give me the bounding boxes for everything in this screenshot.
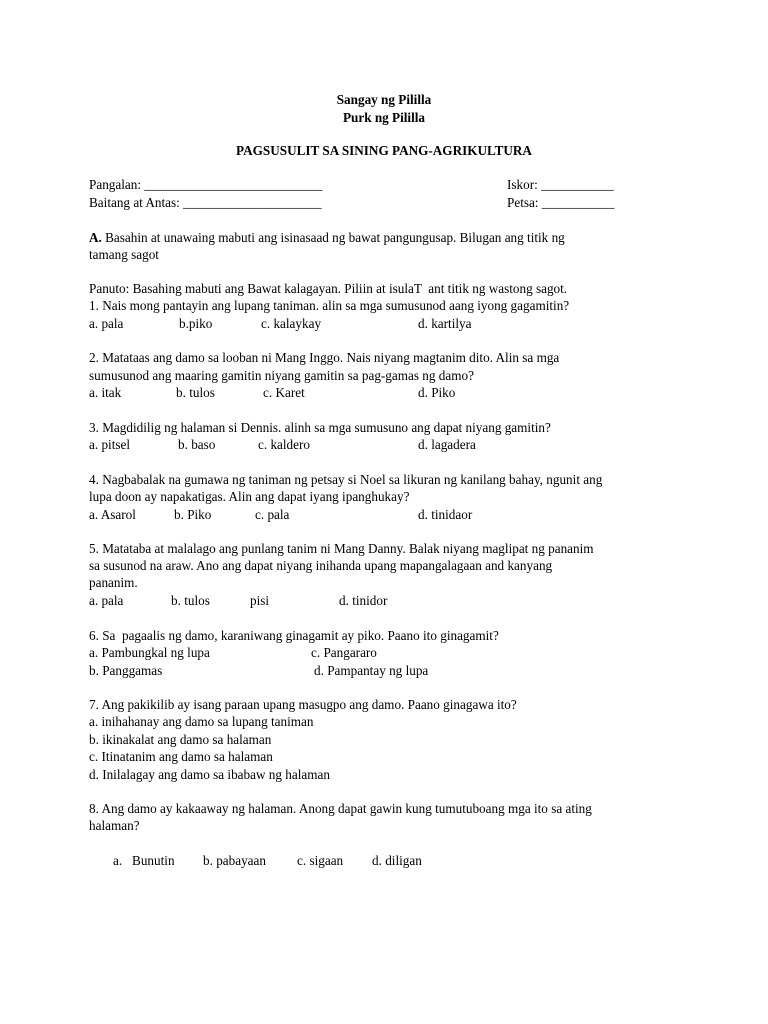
choice-8c: c. sigaan (297, 853, 344, 868)
section-a-text: Basahin at unawaing mabuti ang isinasaad ng bawat pangungusap. Bilugan ang titik ng (101, 230, 565, 245)
question-2: 2. Matataas ang damo sa looban ni Mang Inggo. Nais niyang magtanim dito. Alin sa mga (89, 350, 560, 365)
choice-6a: a. Pambungkal ng lupa (89, 645, 210, 660)
question-2-cont: sumusunod ang maaring gamitin niyang gamitin sa pag-gamas ng damo? (89, 368, 474, 383)
section-a-label: A. (89, 230, 102, 245)
choice-3a: a. pitsel (89, 437, 131, 452)
division-name: Sangay ng Pililla (336, 92, 432, 107)
choice-7a: a. inihahanay ang damo sa lupang taniman (89, 714, 314, 729)
choice-8d: d. diligan (372, 853, 422, 868)
question-4-cont: lupa doon ay napakatigas. Alin ang dapat iyang ipanghukay? (89, 489, 410, 504)
choice-4c: c. pala (255, 507, 290, 522)
choice-5b: b. tulos (171, 593, 210, 608)
choice-2b: b. tulos (176, 385, 215, 400)
choice-5c: pisi (250, 593, 270, 608)
choice-2c: c. Karet (263, 385, 305, 400)
district-name: Purk ng Pililla (342, 110, 426, 125)
choice-3b: b. baso (178, 437, 216, 452)
choice-6d: d. Pampantay ng lupa (314, 663, 429, 678)
choice-4d: d. tinidaor (418, 507, 473, 522)
choice-1a: a. pala (89, 316, 124, 331)
choice-5d: d. tinidor (339, 593, 388, 608)
choice-1c: c. kalaykay (261, 316, 322, 331)
question-8-cont: halaman? (89, 818, 140, 833)
grade-field: Baitang at Antas: _____________________ (89, 195, 322, 210)
choice-7c: c. Itinatanim ang damo sa halaman (89, 749, 273, 764)
exam-title: PAGSUSULIT SA SINING PANG-AGRIKULTURA (236, 143, 532, 158)
choice-7b: b. ikinakalat ang damo sa halaman (89, 732, 272, 747)
section-a-text-cont: tamang sagot (89, 247, 159, 262)
choice-2d: d. Piko (418, 385, 456, 400)
date-field: Petsa: ___________ (507, 195, 615, 210)
choice-6b: b. Panggamas (89, 663, 163, 678)
choice-8a: a. Bunutin (113, 853, 175, 868)
choice-4a: a. Asarol (89, 507, 136, 522)
section-a-instruction (89, 230, 565, 246)
question-3: 3. Magdidilig ng halaman si Dennis. alinh sa mga sumusuno ang dapat niyang gamitin? (89, 420, 551, 435)
score-field: Iskor: ___________ (507, 177, 614, 192)
choice-1b: b.piko (179, 316, 213, 331)
choice-2a: a. itak (89, 385, 122, 400)
choice-3d: d. lagadera (418, 437, 476, 452)
directions: Panuto: Basahing mabuti ang Bawat kalagayan. Piliin at isulaT ant titik ng wastong sagot. (89, 281, 568, 296)
question-5-cont: sa susunod na araw. Ano ang dapat niyang inihanda upang mapangalagaan and kanyang (89, 558, 553, 573)
name-field: Pangalan: ___________________________ (89, 177, 323, 192)
choice-3c: c. kaldero (258, 437, 310, 452)
question-5: 5. Matataba at malalago ang punlang tanim ni Mang Danny. Balak niyang maglipat ng pananim (89, 541, 594, 556)
choice-4b: b. Piko (174, 507, 212, 522)
question-8: 8. Ang damo ay kakaaway ng halaman. Anong dapat gawin kung tumutuboang mga ito sa ating (89, 801, 592, 816)
question-1: 1. Nais mong pantayin ang lupang taniman. alin sa mga sumusunod aang iyong gagamitin? (89, 298, 570, 313)
question-4: 4. Nagbabalak na gumawa ng taniman ng petsay si Noel sa likuran ng kanilang bahay, ngunit ang (89, 472, 603, 487)
choice-1d: d. kartilya (418, 316, 472, 331)
choice-6c: c. Pangararo (311, 645, 377, 660)
choice-5a: a. pala (89, 593, 124, 608)
choice-8b: b. pabayaan (203, 853, 266, 868)
question-7: 7. Ang pakikilib ay isang paraan upang masugpo ang damo. Paano ginagawa ito? (89, 697, 517, 712)
choice-7d: d. Inilalagay ang damo sa ibabaw ng halaman (89, 767, 330, 782)
question-5-cont2: pananim. (89, 575, 138, 590)
question-6: 6. Sa pagaalis ng damo, karaniwang ginagamit ay piko. Paano ito ginagamit? (89, 628, 499, 643)
